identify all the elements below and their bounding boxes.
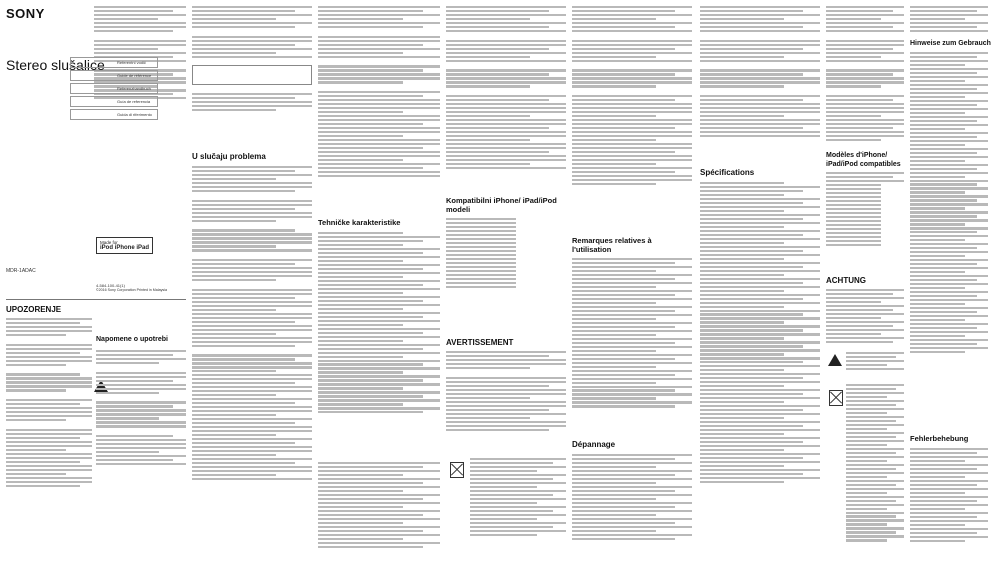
made-for-devices: iPod iPhone iPad xyxy=(100,245,150,251)
copyright: ©2016 Sony Corporation Printed in Malaysia xyxy=(96,288,167,292)
fr-compat-heading: Modèles d'iPhone/ iPad/iPod compatibles xyxy=(826,152,901,168)
caution-icon xyxy=(828,354,842,366)
made-for-prefix: Made for xyxy=(100,240,118,245)
toc-item-es: Guía de referencia xyxy=(70,96,158,107)
de-hints-heading: Hinweise zum Gebrauch xyxy=(910,40,991,47)
fr-notes-heading: Remarques relatives à l'utilisation xyxy=(572,236,652,254)
hr-problems-heading: U slučaju problema xyxy=(192,152,266,161)
hr-specs-heading: Tehničke karakteristike xyxy=(318,218,401,227)
toc-item-it: Guida di riferimento xyxy=(70,109,158,120)
de-caution-heading: ACHTUNG xyxy=(826,276,866,285)
page-de-left xyxy=(826,0,908,562)
hr-compat-heading: Kompatibilni iPhone/ iPad/iPod modeli xyxy=(446,196,557,214)
language-toc xyxy=(70,57,158,122)
specs-heading: Spécifications xyxy=(700,168,755,177)
made-for-badge xyxy=(96,237,153,254)
fr-trouble-heading: Dépannage xyxy=(572,440,616,449)
sony-logo: SONY xyxy=(6,6,45,21)
page-de-right xyxy=(910,0,992,562)
part-number: 4-584-100-41(1) xyxy=(96,283,125,288)
toc-item-de: Referenzhandbuch xyxy=(70,83,158,94)
crossed-bin-icon xyxy=(450,462,464,478)
page-fr-middle xyxy=(572,0,698,562)
page-fr-right xyxy=(700,0,824,562)
de-trouble-heading: Fehlerbehebung xyxy=(910,434,969,443)
toc-item-hr: Referentni vodič xyxy=(70,57,158,68)
page-croatian-right xyxy=(318,0,444,562)
toc-item-fr: Guide de référence xyxy=(70,70,158,81)
hr-warning-heading: UPOZORENJE xyxy=(6,305,62,314)
fr-warning-heading: AVERTISSEMENT xyxy=(446,338,514,347)
cover-title: Stereo slušalice xyxy=(6,57,105,73)
page-croatian-middle xyxy=(192,0,317,562)
hr-usage-heading: Napomene o upotrebi xyxy=(96,336,168,343)
model-number: MDR-1ADAC xyxy=(6,268,36,274)
page-croatian-left xyxy=(0,0,190,562)
page-fr-left xyxy=(446,0,570,562)
crossed-bin-icon-de xyxy=(829,390,843,406)
